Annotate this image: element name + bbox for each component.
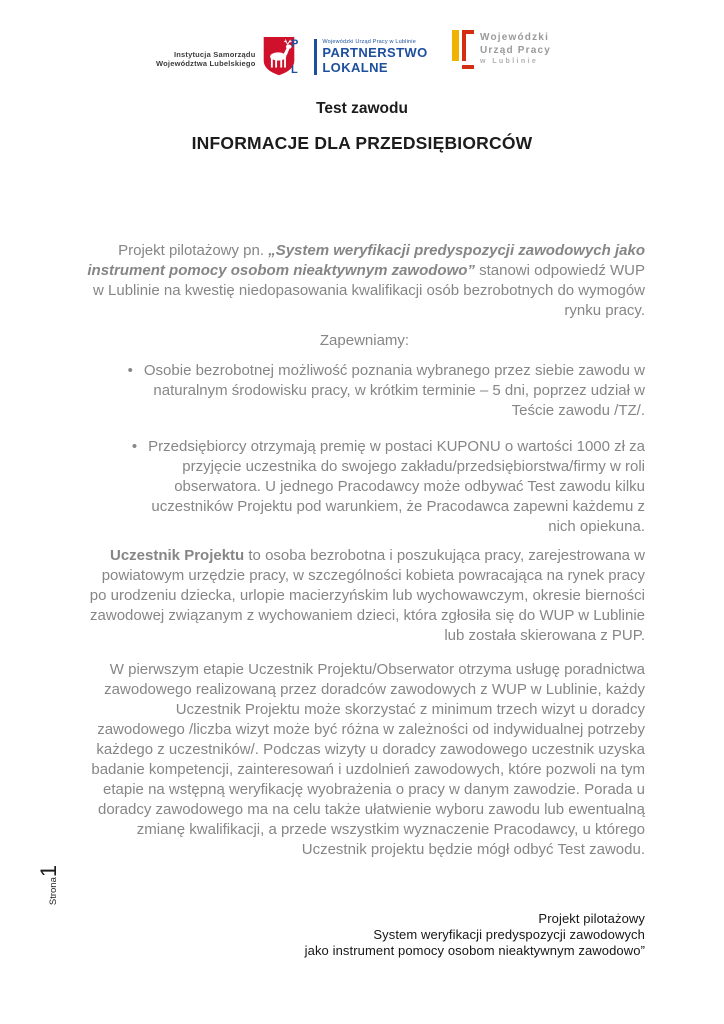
- footer-line2: System weryfikacji predyspozycji zawodowych: [373, 926, 645, 942]
- logo-partnerstwo-lokalne: [291, 38, 428, 76]
- logo-pl-block: [314, 39, 427, 75]
- logo-institution-line1: Instytucja Samorządu: [173, 49, 256, 59]
- logo-institution-line2: Województwa Lubelskiego: [156, 59, 256, 68]
- bullet-icon: •: [127, 362, 133, 379]
- document-title: INFORMACJE DLA PRZEDSIĘBIORCÓW: [191, 133, 533, 153]
- list-item-text: Przedsiębiorcy otrzymają premię w postaci KUPONU o wartości 1000 zł za przyjęcie uczestnika do swojego zakładu/przedsiębiorstwa/firmy w roli obserwatora. U jednego Pracodawcy może odbywać Test zawodu kilku uczestników Projektu pod warunkiem, że Pracodawca zapewni każdemu z nich opiekuna.: [148, 438, 645, 535]
- paragraph-intro-end: stanowi odpowiedź WUP w Lublinie na kwestię niedopasowania kwalifikacji osób bezrobotnych do wymogów rynku pracy.: [93, 262, 645, 319]
- participant-definition-text: to osoba bezrobotna i poszukująca pracy, zarejestrowana w powiatowym urzędzie pracy, w szczególności kobieta powracająca na rynek pracy po urodzeniu dziecka, urlopie macierzyńskim lub wychowawczym, okresie bierności zawodowej związanym z wychowaniem dzieci, która zgłosiła się do WUP w Lublinie lub została skierowana z PUP.: [89, 547, 645, 644]
- page-number-value: 1: [36, 864, 61, 878]
- list-item-text: Osobie bezrobotnej możliwość poznania wybranego przez siebie zawodu w naturalnym środowisku pracy, w krótkim terminie – 5 dni, poprzez udział w Teście zawodu /TZ/.: [143, 362, 645, 419]
- logo-pl-letter-l: L: [291, 64, 298, 76]
- wup-bracket-icon: [452, 30, 474, 61]
- paragraph-participant-definition: [84, 546, 645, 646]
- logo-pl-small-text: Wojewódzki Urząd Pracy w Lublinie: [322, 39, 416, 45]
- logo-pl-name-line1: PARTNERSTWO: [322, 45, 428, 60]
- page-number-vertical: [36, 845, 60, 925]
- logo-institution-text: [156, 50, 255, 69]
- page-number-label: Strona: [48, 877, 59, 906]
- participant-term-bold: Uczestnik Projektu: [110, 547, 245, 564]
- footer-project-name: [305, 911, 645, 958]
- logo-wup-line3: w Lublinie: [480, 58, 539, 65]
- list-intro: Zapewniamy:: [319, 332, 410, 349]
- footer-line1: Projekt pilotażowy: [538, 911, 645, 926]
- footer-line3: jako instrument pomocy osobom nieaktywnym zawodowo”: [304, 942, 645, 958]
- logo-pl-name-line2: LOKALNE: [322, 59, 388, 75]
- logo-wup-line2: Urząd Pracy: [480, 44, 552, 56]
- logo-wup-lublin: [452, 30, 551, 67]
- document-body: [84, 241, 645, 860]
- document-subtitle: Test zawodu: [316, 100, 408, 117]
- paragraph-first-stage: W pierwszym etapie Uczestnik Projektu/Obserwator otrzyma usługę poradnictwa zawodowego realizowaną przez doradców zawodowych z WUP w Lublinie, każdy Uczestnik Projektu może skorzystać z minimum trzech wizyt u doradcy zawodowego /liczba wizyt może być różna w zależności od indywidualnej potrzeby każdego z uczestników/. Podczas wizyty u doradcy zawodowego uczestnik uzyska badanie kompetencji, zainteresowań i uzdolnień zawodowych, które pozwoli na tym etapie na wstępną weryfikację wyobrażenia o pracy w danym zawodzie. Porada u doradcy zawodowego ma na celu także ułatwienie wyboru zawodu lub ewentualną zmianę kwalifikacji, a przede wszystkim wyznaczenie Pracodawcy, u którego Uczestnik projektu będzie mógł odbyć Test zawodu.: [91, 661, 645, 858]
- document-titles: [0, 0, 724, 154]
- paragraph-project-intro: [84, 241, 645, 321]
- project-name-emphasis: „System weryfikacji predyspozycji zawodowych jako instrument pomocy osobom nieaktywnym zawodowo”: [87, 242, 645, 279]
- logo-wup-text: [480, 30, 551, 67]
- list-item-employer-benefit: [124, 437, 645, 537]
- logo-pl-letters: [291, 38, 298, 76]
- logo-institution: [156, 36, 299, 82]
- paragraph-intro-start: Projekt pilotażowy pn.: [118, 242, 269, 259]
- list-item-unemployed-benefit: [124, 361, 645, 421]
- logo-wup-line1: Wojewódzki: [480, 32, 550, 43]
- benefits-list: [84, 361, 645, 537]
- logo-pl-letter-p: P: [291, 38, 299, 50]
- bullet-icon: •: [131, 438, 138, 455]
